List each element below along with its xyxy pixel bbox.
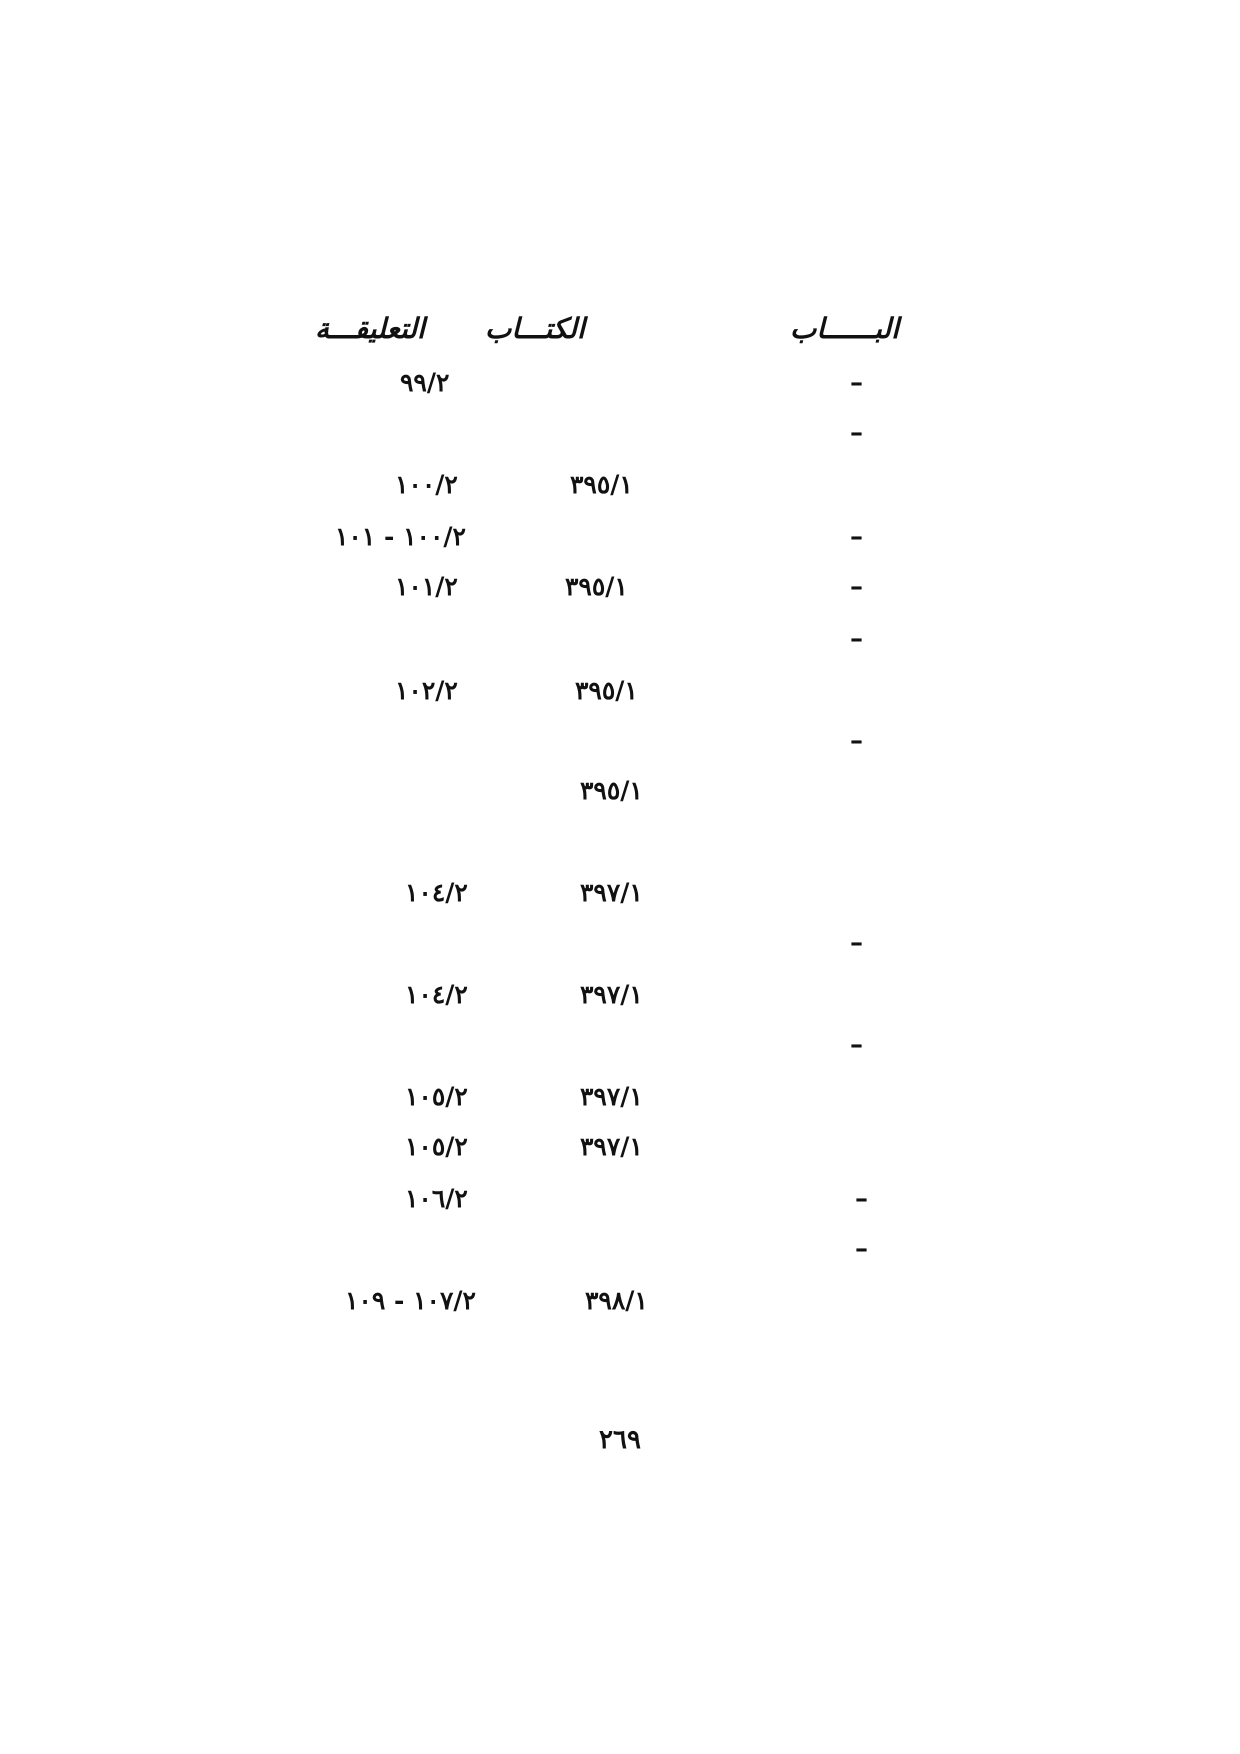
row-dash: – xyxy=(850,726,863,756)
row-taliqa: ١٠٥/٢ xyxy=(405,1132,468,1161)
row-taliqa: ١٠٤/٢ xyxy=(405,878,468,907)
row-taliqa: ١٠٠/٢ - ١٠١ xyxy=(335,522,466,551)
row-kitab: ٣٩٧/١ xyxy=(580,1132,643,1161)
row-taliqa: ١٠١/٢ xyxy=(395,572,458,601)
row-kitab: ٣٩٧/١ xyxy=(580,878,643,907)
row-taliqa: ١٠٥/٢ xyxy=(405,1082,468,1111)
row-kitab: ٣٩٧/١ xyxy=(580,980,643,1009)
page-number: ٢٦٩ xyxy=(599,1425,641,1455)
row-kitab: ٣٩٥/١ xyxy=(575,676,638,705)
row-dash: – xyxy=(850,928,863,958)
row-dash: – xyxy=(850,1030,863,1060)
row-taliqa: ١٠٤/٢ xyxy=(405,980,468,1009)
row-dash: – xyxy=(855,1184,868,1214)
row-kitab: ٣٩٧/١ xyxy=(580,1082,643,1111)
row-dash: – xyxy=(850,368,863,398)
row-kitab: ٣٩٥/١ xyxy=(580,776,643,805)
row-kitab: ٣٩٥/١ xyxy=(570,470,633,499)
row-taliqa: ٩٩/٢ xyxy=(400,368,450,397)
row-taliqa: ١٠٠/٢ xyxy=(395,470,458,499)
row-taliqa: ١٠٧/٢ - ١٠٩ xyxy=(345,1286,476,1315)
row-kitab: ٣٩٨/١ xyxy=(585,1286,648,1315)
column-header-kitab: الكتـــاب xyxy=(485,312,585,345)
column-header-bab: البــــــاب xyxy=(790,312,899,345)
row-dash: – xyxy=(850,418,863,448)
row-dash: – xyxy=(855,1234,868,1264)
row-taliqa: ١٠٢/٢ xyxy=(395,676,458,705)
row-kitab: ٣٩٥/١ xyxy=(565,572,628,601)
row-taliqa: ١٠٦/٢ xyxy=(405,1184,468,1213)
column-header-taliqa: التعليقـــة xyxy=(315,312,425,345)
row-dash: – xyxy=(850,624,863,654)
row-dash: – xyxy=(850,522,863,552)
row-dash: – xyxy=(850,572,863,602)
